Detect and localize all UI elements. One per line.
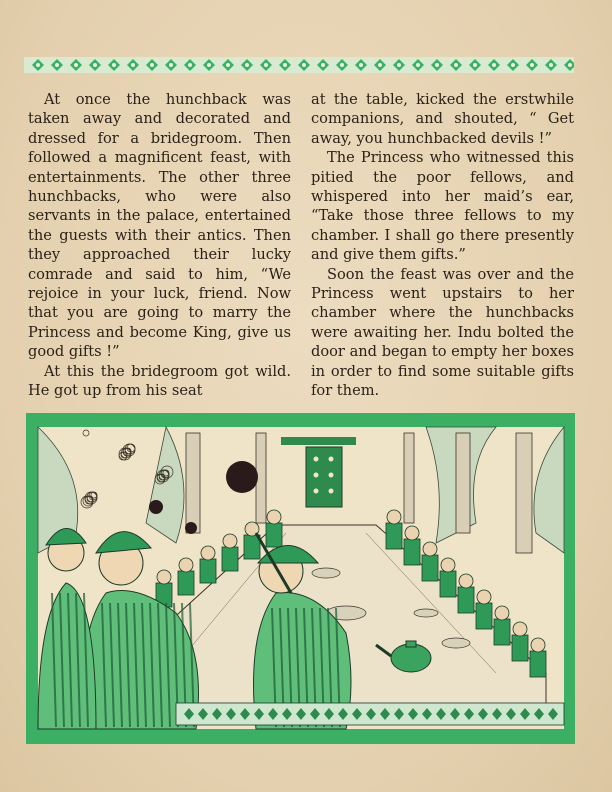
right-column <box>311 90 574 400</box>
paragraph: Soon the feast was over and the Princess went upstairs to her chamber where the hunchbacks were awaiting her. Indu bolted the door and began to empty her boxes in order to find some suitable gifts for them. <box>311 265 574 400</box>
decorative-border <box>24 57 574 73</box>
left-column <box>28 90 291 400</box>
paragraph: at the table, kicked the erstwhile companions, and shouted, “ Get away, you hunchbacked devils !” <box>311 91 574 147</box>
story-text <box>28 90 574 400</box>
paragraph: At this the bridegroom got wild. He got up from his seat <box>28 362 291 400</box>
paragraph: The Princess who witnessed this pitied the poor fellows, and whispered into her maid’s ear, “Take those three fellows to my chamber. I shall go there presently and give them gifts.” <box>311 149 574 264</box>
paragraph: At once the hunchback was taken away and decorated and dressed for a bridegroom. Then followed a magnificent feast, with entertainments. The other three hunchbacks, who were also servants in the palace, entertained the guests with their antics. Then they approached their lucky comrade and said to him, “We rejoice in your luck, friend. Now that you are going to marry the Princess and become King, give us good gifts !” <box>28 91 291 361</box>
feast-illustration <box>26 413 575 744</box>
